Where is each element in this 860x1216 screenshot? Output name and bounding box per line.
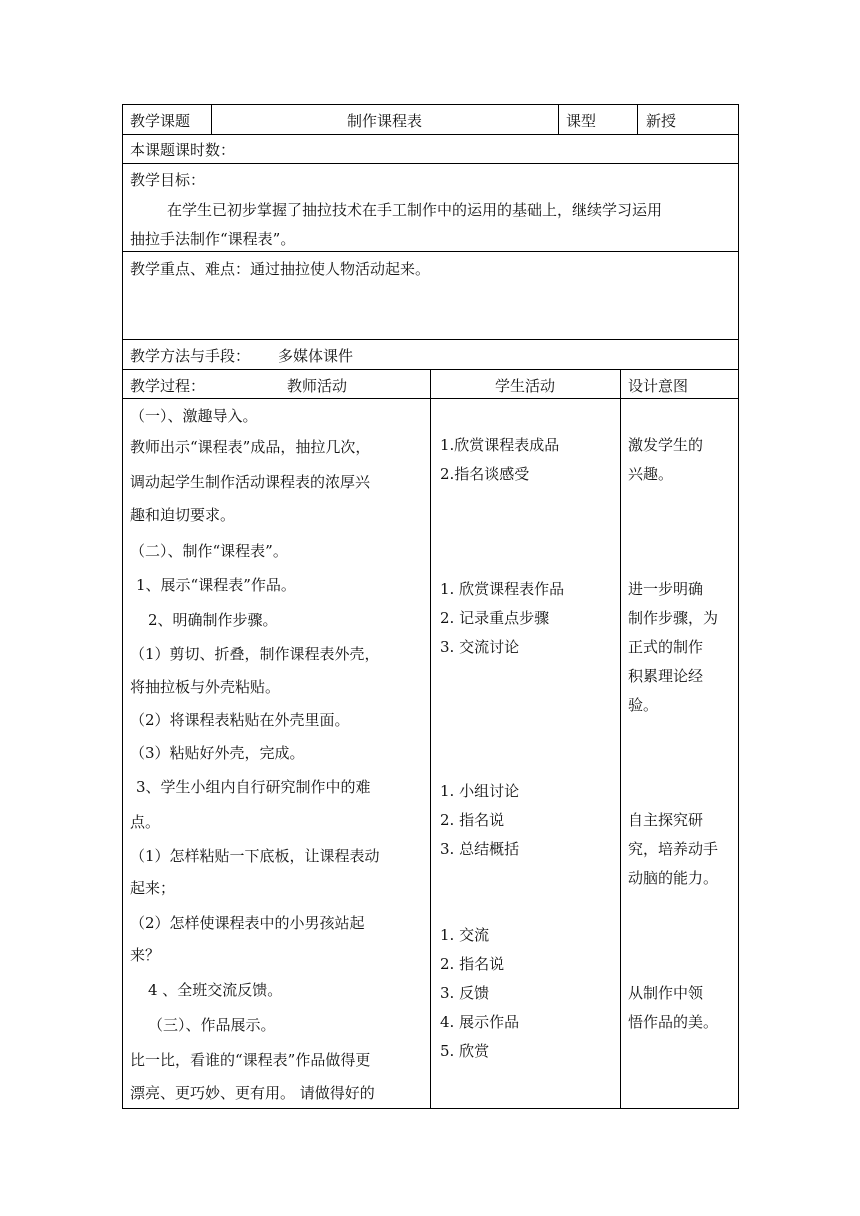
student-group xyxy=(440,921,519,1066)
lesson-type: 新授 xyxy=(646,112,677,130)
design-item: 悟作品的美。 xyxy=(628,1013,719,1031)
teacher-line: 点。 xyxy=(130,813,161,831)
teacher-line: 调动起学生制作活动课程表的浓厚兴 xyxy=(130,473,371,491)
lesson-topic: 制作课程表 xyxy=(346,112,422,130)
teacher-line: （二）、制作“课程表”。 xyxy=(130,542,288,560)
design-item: 激发学生的 xyxy=(628,436,704,454)
teacher-line: （2）怎样使课程表中的小男孩站起 xyxy=(130,914,365,932)
teacher-line: （1）怎样粘贴一下底板，让课程表动 xyxy=(130,847,380,865)
teacher-line: （3）粘贴好外壳，完成。 xyxy=(130,744,305,762)
design-item: 验。 xyxy=(628,696,659,714)
lesson-hours-label: 本课题课时数： xyxy=(130,141,236,159)
student-group xyxy=(440,431,559,489)
teacher-line: 趣和迫切要求。 xyxy=(130,506,236,524)
student-item: 3. 交流讨论 xyxy=(440,638,520,656)
student-item: 2. 指名说 xyxy=(440,955,505,973)
design-item: 动脑的能力。 xyxy=(628,869,719,887)
design-item: 正式的制作 xyxy=(628,638,704,656)
design-intent-header: 设计意图 xyxy=(628,377,689,395)
table-border xyxy=(637,104,638,135)
student-group xyxy=(440,575,564,662)
teacher-line: （1）剪切、折叠，制作课程表外壳， xyxy=(130,645,380,663)
teacher-line: 比一比，看谁的“课程表”作品做得更 xyxy=(130,1051,371,1069)
table-border xyxy=(122,339,739,340)
methods-label: 教学方法与手段： xyxy=(130,347,251,365)
design-item: 自主探究研 xyxy=(628,811,704,829)
key-points: 教学重点、难点：通过抽拉使人物活动起来。 xyxy=(130,260,431,278)
design-item: 从制作中领 xyxy=(628,984,704,1002)
objectives-label: 教学目标： xyxy=(130,171,206,189)
student-item: 2. 记录重点步骤 xyxy=(440,609,550,627)
design-item: 积累理论经 xyxy=(628,667,704,685)
student-item: 5. 欣赏 xyxy=(440,1042,490,1060)
objectives-text-line2: 抽拉手法制作“课程表”。 xyxy=(130,230,296,248)
design-group xyxy=(628,979,718,1037)
process-label: 教学过程： xyxy=(130,377,206,395)
teacher-line: 来？ xyxy=(130,946,161,964)
student-item: 2. 指名说 xyxy=(440,811,505,829)
teacher-line: 漂亮、更巧妙、更有用。 请做得好的 xyxy=(130,1084,375,1102)
teacher-line: 4 、全班交流反馈。 xyxy=(148,981,283,999)
design-item: 兴趣。 xyxy=(628,465,674,483)
teacher-line: 1、展示“课程表”作品。 xyxy=(136,576,296,594)
student-activity-header: 学生活动 xyxy=(494,377,555,395)
table-border xyxy=(430,369,431,1109)
label-lesson-type: 课型 xyxy=(566,112,597,130)
student-item: 4. 展示作品 xyxy=(440,1013,520,1031)
teacher-activity-header: 教师活动 xyxy=(287,377,348,395)
design-group xyxy=(628,806,718,893)
table-border xyxy=(122,251,739,252)
table-border xyxy=(558,104,559,135)
teacher-line: 将抽拉板与外壳粘贴。 xyxy=(130,678,281,696)
table-border xyxy=(122,134,739,135)
design-group xyxy=(628,431,703,489)
student-item: 1. 小组讨论 xyxy=(440,782,520,800)
methods-value: 多媒体课件 xyxy=(278,347,354,365)
design-group xyxy=(628,575,718,720)
table-border xyxy=(122,163,739,164)
teacher-line: （2）将课程表粘贴在外壳里面。 xyxy=(130,711,350,729)
student-item: 3. 总结概括 xyxy=(440,840,520,858)
student-item: 1. 交流 xyxy=(440,926,490,944)
teacher-line: 2、明确制作步骤。 xyxy=(148,611,278,629)
student-item: 2.指名谈感受 xyxy=(440,465,530,483)
table-border xyxy=(122,104,739,105)
objectives-text-line1: 在学生已初步掌握了抽拉技术在手工制作中的运用的基础上，继续学习运用 xyxy=(167,201,663,219)
teacher-line: 教师出示“课程表”成品，抽拉几次， xyxy=(130,438,371,456)
student-item: 3. 反馈 xyxy=(440,984,490,1002)
teacher-line: 起来； xyxy=(130,879,176,897)
table-border xyxy=(620,369,621,1109)
teacher-line: （一）、激趣导入。 xyxy=(130,407,258,425)
teacher-line: 3、学生小组内自行研究制作中的难 xyxy=(136,778,371,796)
table-border xyxy=(122,104,123,1109)
teacher-line: （三）、作品展示。 xyxy=(148,1016,276,1034)
label-lesson-topic: 教学课题 xyxy=(130,112,191,130)
design-item: 制作步骤，为 xyxy=(628,609,719,627)
design-item: 究，培养动手 xyxy=(628,840,719,858)
student-item: 1. 欣赏课程表作品 xyxy=(440,580,565,598)
student-group xyxy=(440,777,519,864)
design-item: 进一步明确 xyxy=(628,580,704,598)
table-border xyxy=(738,104,739,1109)
student-item: 1.欣赏课程表成品 xyxy=(440,436,560,454)
